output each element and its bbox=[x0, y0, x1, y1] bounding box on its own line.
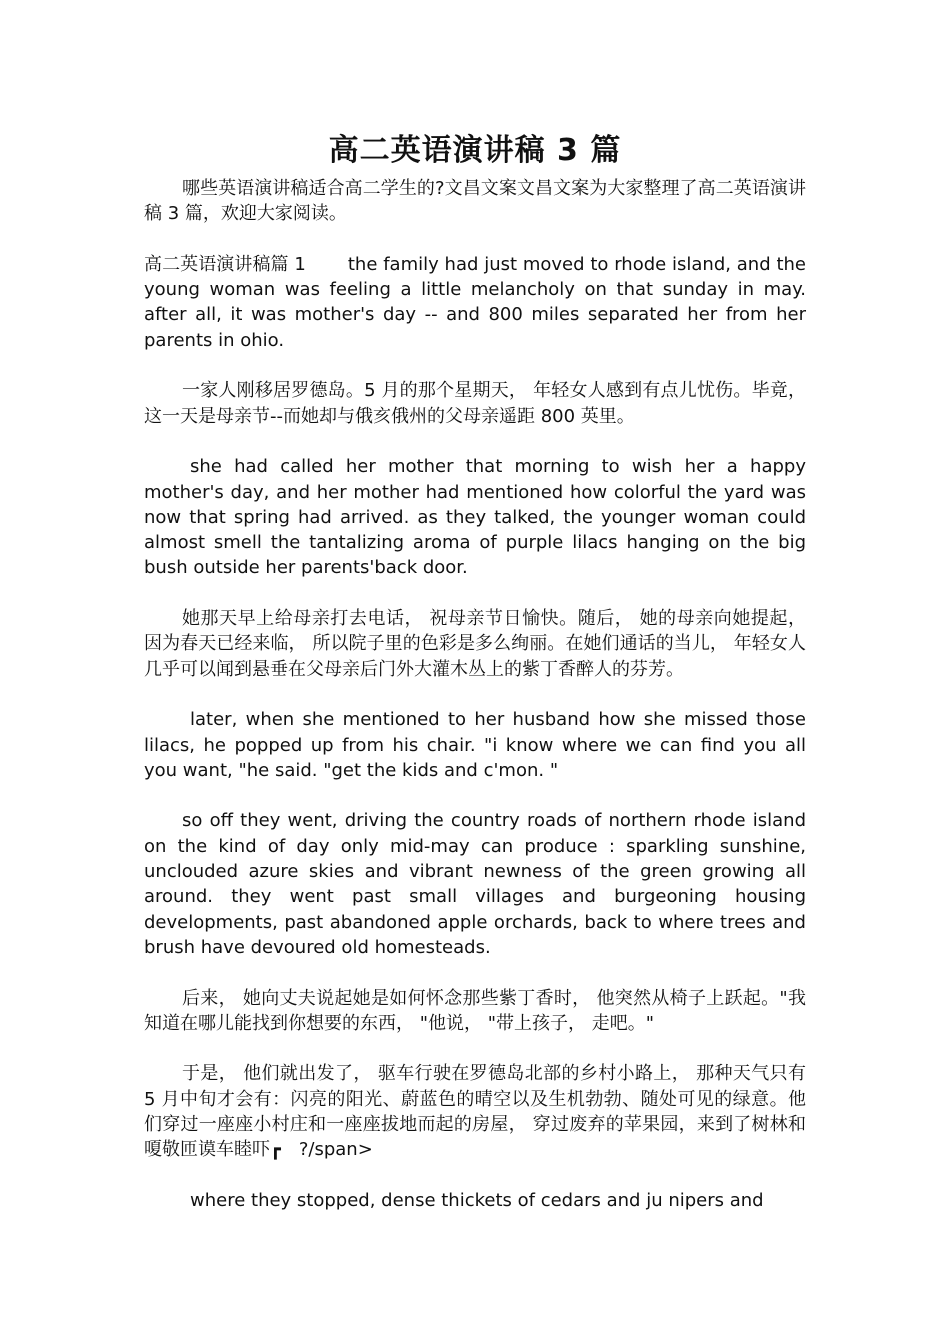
english-paragraph: so off they went, driving the country roads of northern rhode island on the kind of day only mid-may can produce : sparkling sunshine, unclouded azure skies and vibrant newness of the green growing all around. they went past small villages and burgeoning housing developments, past abandoned apple orchards, back to where trees and brush have devoured old homesteads. bbox=[144, 810, 806, 958]
section-heading: 高二英语演讲稿篇 1 bbox=[144, 253, 306, 275]
section-1-first-paragraph bbox=[144, 252, 806, 353]
chinese-paragraph: 她那天早上给母亲打去电话， 祝母亲节日愉快。随后， 她的母亲向她提起， 因为春天已经来临， 所以院子里的色彩是多么绚丽。在她们通话的当儿， 年轻女人几乎可以闻到悬垂在父母亲后门外大灌木丛上的紫丁香醉人的芬芳。 bbox=[144, 608, 806, 680]
english-paragraph: she had called her mother that morning to wish her a happy mother's day, and her mother had mentioned how colorful the yard was now that spring had arrived. as they talked, the younger woman could almost smell the tantalizing aroma of purple lilacs hanging on the big bush outside her parents'back door. bbox=[144, 456, 806, 579]
chinese-paragraph: 后来， 她向丈夫说起她是如何怀念那些紫丁香时， 他突然从椅子上跃起。"我知道在哪儿能找到你想要的东西， "他说， "带上孩子， 走吧。" bbox=[144, 987, 806, 1034]
english-paragraph: where they stopped, dense thickets of cedars and ju nipers and bbox=[190, 1189, 764, 1211]
paragraph-text: the family had just moved to rhode island, and the young woman was feeling a little melancholy on that sunday in may. after all, it was mother's day -- and 800 miles separated her from her parents in ohio. bbox=[144, 253, 806, 351]
document-body bbox=[144, 176, 806, 1213]
intro-paragraph: 哪些英语演讲稿适合高二学生的?文昌文案文昌文案为大家整理了高二英语演讲稿 3 篇，欢迎大家阅读。 bbox=[144, 178, 806, 225]
chinese-paragraph: 于是， 他们就出发了， 驱车行驶在罗德岛北部的乡村小路上， 那种天气只有 5 月中旬才会有：闪亮的阳光、蔚蓝色的晴空以及生机勃勃、随处可见的绿意。他们穿过一座座小村庄和一座座拔地而起的房屋， 穿过废弃的苹果园，来到了树林和嗄敬匝谟车睦吓┏ ?/span> bbox=[144, 1063, 806, 1161]
english-paragraph: later, when she mentioned to her husband how she missed those lilacs, he popped up from his chair. "i know where we can find you all you want, "he said. "get the kids and c'mon. " bbox=[144, 709, 806, 781]
chinese-paragraph: 一家人刚移居罗德岛。5 月的那个星期天， 年轻女人感到有点儿忧伤。毕竟， 这一天是母亲节--而她却与俄亥俄州的父母亲遥距 800 英里。 bbox=[144, 380, 806, 427]
document-title: 高二英语演讲稿 3 篇 bbox=[328, 133, 622, 168]
